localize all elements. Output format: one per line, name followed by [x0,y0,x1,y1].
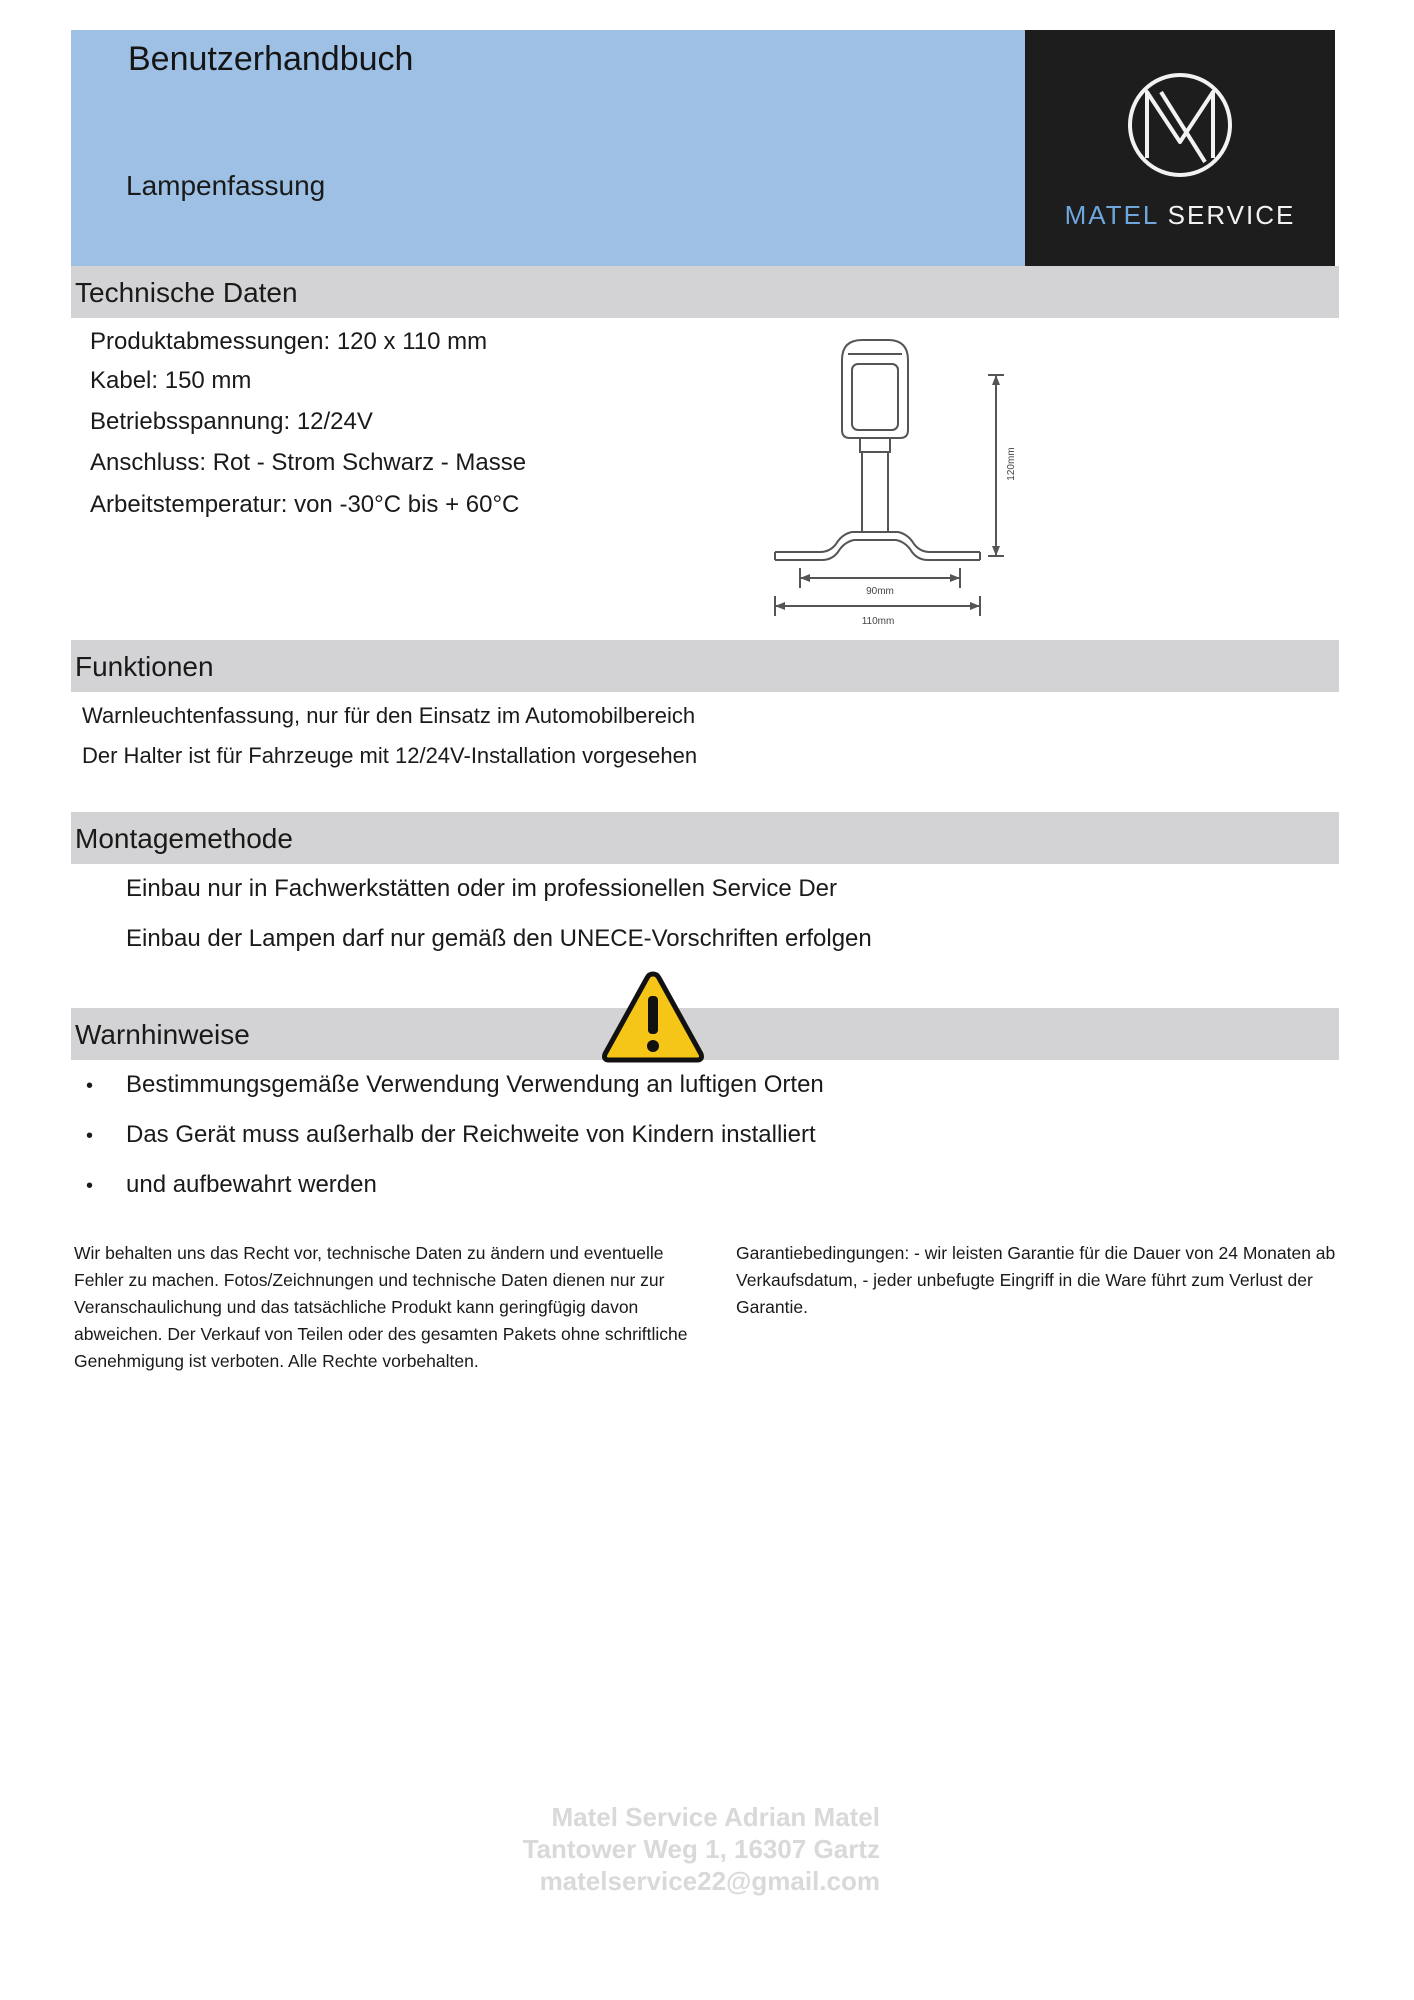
mounting-line: Einbau nur in Fachwerkstätten oder im professionellen Service Der [126,875,838,902]
document-subtitle: Lampenfassung [126,170,326,201]
spec-voltage: Betriebsspannung: 12/24V [90,408,373,435]
footer-company: Matel Service Adrian Matel [551,1802,880,1832]
spec-cable: Kabel: 150 mm [90,367,252,394]
section-mounting [71,812,1339,864]
bullet-icon: • [86,1075,94,1097]
matel-m-logo-icon [1125,70,1235,180]
spec-connection: Anschluss: Rot - Strom Schwarz - Masse [90,449,527,476]
section-functions [71,640,1339,692]
dimension-height-label: 120mm [1006,447,1017,481]
dimension-outer-width-label: 110mm [861,616,895,627]
function-line: Warnleuchtenfassung, nur für den Einsatz im Automobilbereich [82,703,696,728]
company-logo [1025,30,1335,268]
warning-item-text: und aufbewahrt werden [126,1171,377,1198]
disclaimer-text: Wir behalten uns das Recht vor, technische Daten zu ändern und eventuelle Fehler zu machen. Fotos/Zeichnungen und technische Daten dienen nur zur Veranschaulichung und das tatsächliche Produkt kann geringfügig davon abweichen. Der Verkauf von Teilen oder des gesamten Pakets ohne schriftliche Genehmigung ist verboten. Alle Rechte vorbehalten. [74,1243,688,1371]
function-line: Der Halter ist für Fahrzeuge mit 12/24V-Installation vorgesehen [82,743,698,768]
mounting-line: Einbau der Lampen darf nur gemäß den UNECE-Vorschriften erfolgen [126,925,872,952]
document-title: Benutzerhandbuch [128,40,414,78]
footer-email: matelservice22@gmail.com [539,1866,880,1896]
warranty-text: Garantiebedingungen: - wir leisten Garantie für die Dauer von 24 Monaten ab Verkaufsdatum, - jeder unbefugte Eingriff in die Ware führt zum Verlust der Garantie. [736,1243,1336,1317]
warning-item [86,1171,377,1199]
spec-temperature: Arbeitstemperatur: von -30°C bis + 60°C [90,491,520,518]
warning-item-text: Bestimmungsgemäße Verwendung Verwendung an luftigen Orten [126,1071,824,1098]
section-title-functions: Funktionen [75,651,214,682]
section-technical [71,266,1339,318]
logo-word-service: SERVICE [1167,200,1296,230]
bullet-icon: • [86,1125,94,1147]
section-warnings [71,1008,1339,1060]
section-title-warnings: Warnhinweise [75,1019,250,1050]
footer-address: Tantower Weg 1, 16307 Gartz [522,1834,880,1864]
warning-item [86,1071,824,1099]
bullet-icon: • [86,1175,94,1197]
section-title-mounting: Montagemethode [75,823,293,854]
lamp-dimension-drawing [770,330,1030,630]
warning-item-text: Das Gerät muss außerhalb der Reichweite von Kindern installiert [126,1121,816,1148]
section-title-technical: Technische Daten [75,277,298,308]
warning-triangle-icon [601,970,705,1064]
warning-item [86,1121,816,1149]
dimension-inner-width-label: 90mm [866,586,894,597]
logo-word-matel: MATEL [1064,200,1159,230]
spec-dimensions: Produktabmessungen: 120 x 110 mm [90,328,488,355]
logo-wordmark [1025,200,1335,231]
